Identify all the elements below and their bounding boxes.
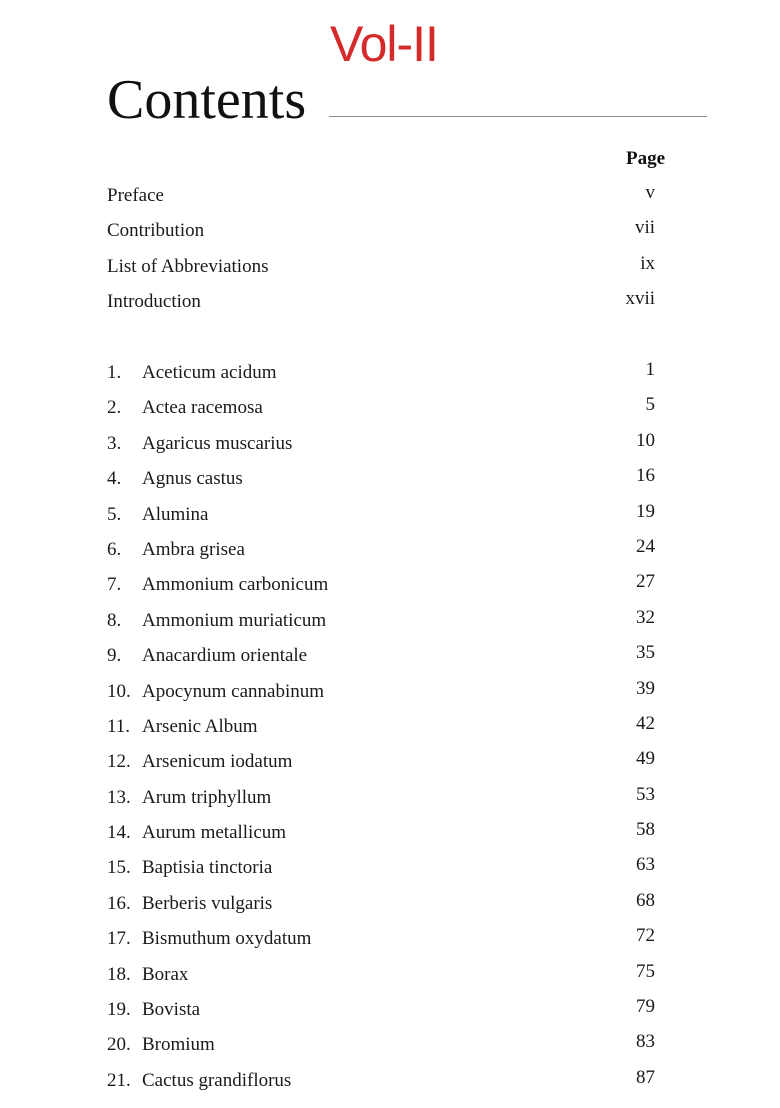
entry-page: v bbox=[645, 182, 655, 203]
front-matter-item[interactable] bbox=[107, 290, 657, 325]
chapter-item[interactable] bbox=[107, 927, 657, 962]
chapter-page: 35 bbox=[636, 642, 655, 664]
chapter-title: Ammonium carbonicum bbox=[142, 574, 329, 596]
chapter-item[interactable] bbox=[107, 750, 657, 785]
chapter-title: Borax bbox=[142, 963, 189, 985]
chapter-number: 7. bbox=[107, 574, 122, 596]
entry-page: vii bbox=[634, 217, 655, 239]
chapter-number: 15. bbox=[107, 857, 131, 879]
entry-title: Introduction bbox=[107, 291, 201, 313]
chapter-page: 75 bbox=[636, 960, 655, 982]
chapter-number: 1. bbox=[107, 362, 122, 383]
title-rule-divider bbox=[329, 116, 707, 117]
chapter-item[interactable] bbox=[107, 856, 657, 891]
chapter-title: Actea racemosa bbox=[142, 397, 263, 419]
chapter-number: 14. bbox=[107, 822, 131, 844]
entry-page: ix bbox=[640, 252, 655, 274]
chapter-item[interactable] bbox=[107, 361, 657, 396]
chapter-page: 58 bbox=[636, 819, 655, 841]
chapter-page: 39 bbox=[636, 677, 655, 699]
chapter-item[interactable] bbox=[107, 1033, 657, 1068]
chapter-item[interactable] bbox=[107, 677, 657, 715]
chapter-title: Agaricus muscarius bbox=[142, 432, 293, 454]
chapter-number: 8. bbox=[107, 609, 122, 631]
chapter-title: Arsenicum iodatum bbox=[142, 751, 293, 773]
entry-title: Preface bbox=[107, 185, 164, 206]
chapter-title: Apocynum cannabinum bbox=[142, 680, 325, 702]
chapter-title: Berberis vulgaris bbox=[142, 892, 273, 914]
page-title: Contents bbox=[107, 69, 307, 131]
chapter-number: 11. bbox=[107, 715, 131, 737]
chapter-item[interactable] bbox=[107, 573, 657, 608]
chapter-item[interactable] bbox=[107, 821, 657, 856]
chapter-item[interactable] bbox=[107, 889, 657, 927]
chapter-item[interactable] bbox=[107, 1066, 657, 1104]
chapter-page: 83 bbox=[636, 1031, 655, 1053]
chapter-number: 3. bbox=[107, 432, 122, 454]
chapter-page: 32 bbox=[636, 606, 655, 628]
chapter-number: 19. bbox=[107, 999, 131, 1021]
chapter-item[interactable] bbox=[107, 783, 657, 821]
chapter-title: Aceticum acidum bbox=[142, 362, 277, 383]
chapter-number: 4. bbox=[107, 468, 122, 490]
entry-title: Contribution bbox=[107, 220, 205, 242]
chapter-item[interactable] bbox=[107, 535, 657, 573]
chapter-title: Bismuthum oxydatum bbox=[142, 928, 312, 950]
chapter-page: 19 bbox=[636, 500, 655, 522]
chapter-title: Ambra grisea bbox=[142, 538, 245, 560]
chapter-title: Alumina bbox=[142, 503, 209, 525]
title-row bbox=[107, 70, 707, 130]
chapter-number: 21. bbox=[107, 1069, 131, 1091]
chapter-page: 68 bbox=[636, 889, 655, 911]
chapter-number: 20. bbox=[107, 1034, 131, 1056]
chapter-page: 42 bbox=[636, 712, 655, 734]
front-matter-item[interactable] bbox=[107, 219, 657, 254]
chapter-title: Bovista bbox=[142, 999, 201, 1021]
front-matter-item[interactable] bbox=[107, 184, 657, 219]
chapter-number: 9. bbox=[107, 645, 122, 667]
chapter-title: Agnus castus bbox=[142, 468, 243, 490]
chapter-title: Bromium bbox=[142, 1034, 215, 1056]
chapter-title: Aurum metallicum bbox=[142, 822, 287, 844]
entry-page: xvii bbox=[625, 288, 655, 310]
chapter-number: 12. bbox=[107, 751, 131, 773]
chapter-number: 5. bbox=[107, 503, 122, 525]
chapter-title: Arsenic Album bbox=[142, 715, 258, 737]
chapter-item[interactable] bbox=[107, 500, 657, 538]
chapter-item[interactable] bbox=[107, 998, 657, 1033]
chapter-page: 1 bbox=[645, 359, 655, 380]
chapter-page: 53 bbox=[636, 783, 655, 805]
chapter-page: 5 bbox=[645, 394, 655, 416]
chapter-page: 49 bbox=[636, 748, 655, 770]
front-matter-list bbox=[107, 184, 657, 326]
entry-title: List of Abbreviations bbox=[107, 255, 269, 277]
chapter-item[interactable] bbox=[107, 960, 657, 998]
chapter-item[interactable] bbox=[107, 467, 657, 502]
chapter-number: 13. bbox=[107, 786, 131, 808]
front-matter-item[interactable] bbox=[107, 252, 657, 290]
chapter-item[interactable] bbox=[107, 606, 657, 644]
chapter-title: Ammonium muriaticum bbox=[142, 609, 327, 631]
chapter-title: Cactus grandiflorus bbox=[142, 1069, 292, 1091]
chapter-number: 17. bbox=[107, 928, 131, 950]
chapter-page: 24 bbox=[636, 535, 655, 557]
chapter-item[interactable] bbox=[107, 429, 657, 467]
page-column-header: Page bbox=[626, 148, 666, 169]
chapter-list bbox=[107, 361, 657, 1104]
chapter-page: 63 bbox=[636, 854, 655, 876]
chapter-title: Baptisia tinctoria bbox=[142, 857, 273, 879]
chapter-title: Arum triphyllum bbox=[142, 786, 272, 808]
chapter-item[interactable] bbox=[107, 396, 657, 431]
chapter-page: 27 bbox=[636, 571, 655, 593]
chapter-page: 10 bbox=[636, 429, 655, 451]
chapter-page: 79 bbox=[636, 996, 655, 1018]
chapter-number: 16. bbox=[107, 892, 131, 914]
chapter-item[interactable] bbox=[107, 712, 657, 750]
chapter-page: 87 bbox=[636, 1066, 655, 1088]
chapter-item[interactable] bbox=[107, 644, 657, 679]
volume-label: Vol-II bbox=[330, 16, 438, 72]
chapter-number: 18. bbox=[107, 963, 131, 985]
chapter-page: 16 bbox=[636, 465, 655, 487]
chapter-number: 10. bbox=[107, 680, 131, 702]
chapter-title: Anacardium orientale bbox=[142, 645, 308, 667]
chapter-number: 2. bbox=[107, 397, 122, 419]
chapter-number: 6. bbox=[107, 538, 122, 560]
chapter-page: 72 bbox=[636, 925, 655, 947]
